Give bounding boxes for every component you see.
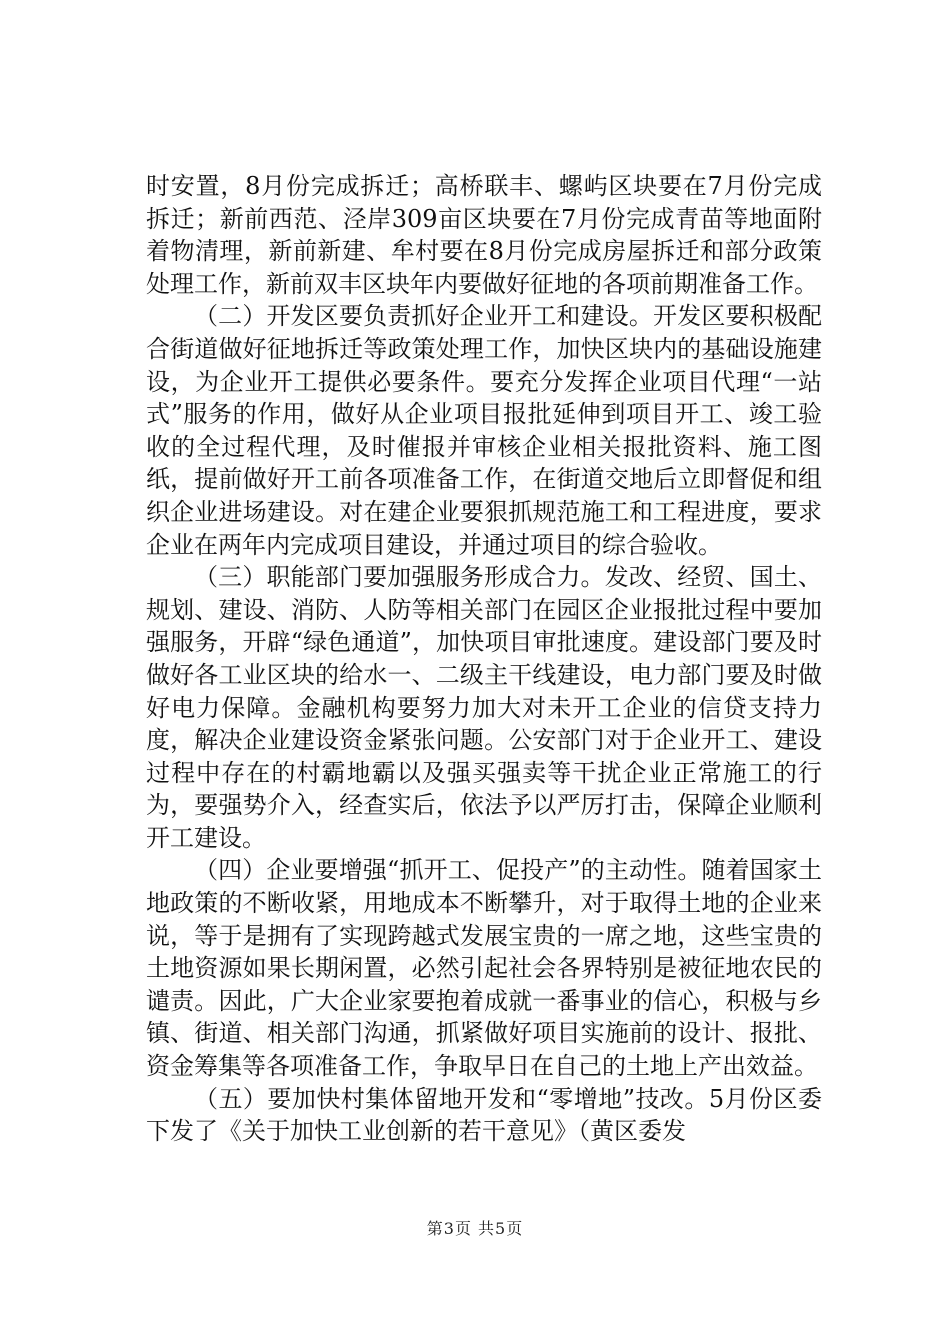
page-number-footer: 第3页 共5页 bbox=[426, 1219, 524, 1238]
paragraph-section-3: （三）职能部门要加强服务形成合力。发改、经贸、国土、规划、建设、消防、人防等相关部门在园区企业报批过程中要加强服务，开辟“绿色通道”，加快项目审批速度。建设部门要及时做好各工业区块的给水一、二级主干线建设，电力部门要及时做好电力保障。金融机构要努力加大对未开工企业的信贷支持力度，解决企业建设资金紧张问题。公安部门对于企业开工、建设过程中存在的村霸地霸以及强买强卖等干扰企业正常施工的行为，要强势介入，经查实后，依法予以严厉打击，保障企业顺利开工建设。 bbox=[146, 563, 822, 852]
paragraph-section-2: （二）开发区要负责抓好企业开工和建设。开发区要积极配合街道做好征地拆迁等政策处理工作，加快区块内的基础设施建设，为企业开工提供必要条件。要充分发挥企业项目代理“一站式”服务的作用，做好从企业项目报批延伸到项目开工、竣工验收的全过程代理，及时催报并审核企业相关报批资料、施工图纸，提前做好开工前各项准备工作，在街道交地后立即督促和组织企业进场建设。对在建企业要狠抓规范施工和工程进度，要求企业在两年内完成项目建设，并通过项目的综合验收。 bbox=[146, 302, 822, 559]
paragraph-section-4: （四）企业要增强“抓开工、促投产”的主动性。随着国家土地政策的不断收紧，用地成本不断攀升，对于取得土地的企业来说，等于是拥有了实现跨越式发展宝贵的一席之地，这些宝贵的土地资源如果长期闲置，必然引起社会各界特别是被征地农民的谴责。因此，广大企业家要抱着成就一番事业的信心，积极与乡镇、街道、相关部门沟通，抓紧做好项目实施前的设计、报批、资金筹集等各项准备工作，争取早日在自己的土地上产出效益。 bbox=[146, 856, 822, 1081]
document-body bbox=[146, 170, 822, 1148]
paragraph-continuation: 时安置，8月份完成拆迁；高桥联丰、螺屿区块要在7月份完成拆迁；新前西范、泾岸309亩区块要在7月份完成青苗等地面附着物清理，新前新建、牟村要在8月份完成房屋拆迁和部分政策处理工作，新前双丰区块年内要做好征地的各项前期准备工作。 bbox=[146, 172, 822, 298]
paragraph-section-5: （五）要加快村集体留地开发和“零增地”技改。5月份区委下发了《关于加快工业创新的若干意见》（黄区委发 bbox=[146, 1084, 822, 1146]
